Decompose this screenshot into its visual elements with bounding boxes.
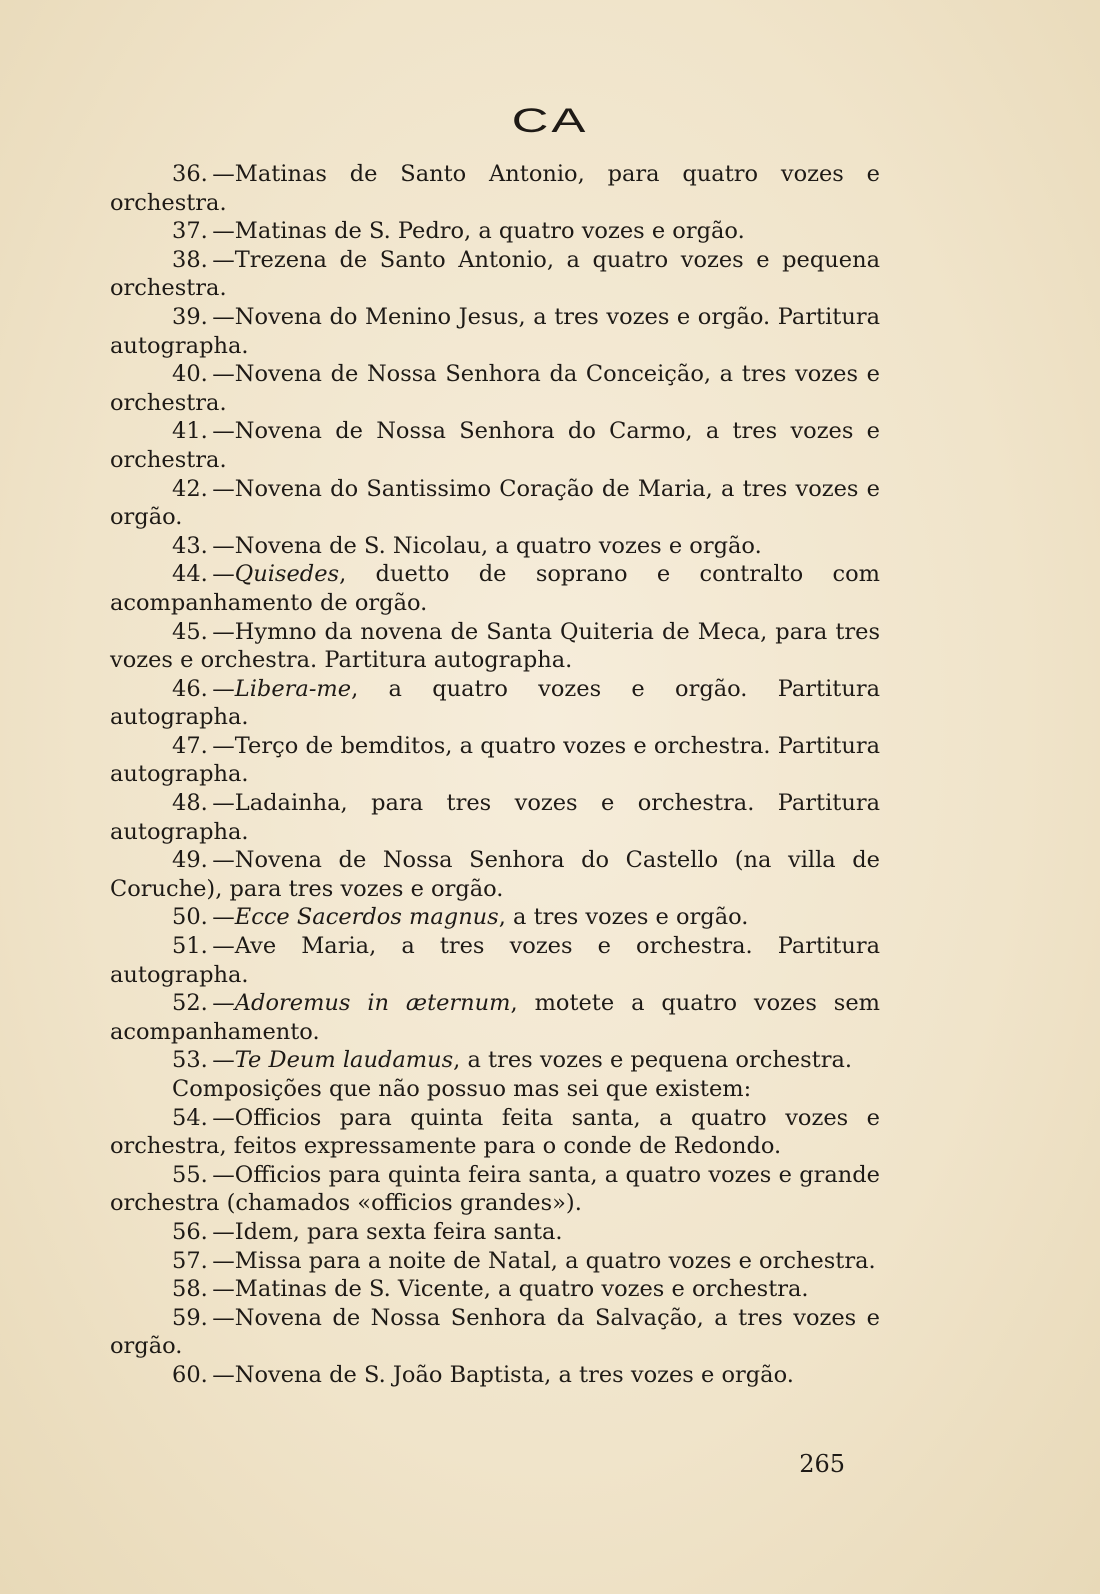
page-number: 265 bbox=[799, 1450, 845, 1478]
entry-title-italic: Quisedes bbox=[234, 561, 340, 588]
entry-dash: — bbox=[207, 1218, 235, 1245]
entry-number: 44. bbox=[172, 561, 208, 588]
catalog-entry bbox=[110, 1161, 880, 1218]
catalog-entry bbox=[110, 560, 880, 617]
entry-number: 54. bbox=[172, 1104, 208, 1131]
catalog-entry bbox=[110, 846, 880, 903]
entry-number: 58. bbox=[172, 1276, 208, 1303]
section-note bbox=[110, 1075, 880, 1104]
catalog-entry bbox=[110, 618, 880, 675]
catalog-entry bbox=[110, 1218, 880, 1247]
entry-text: , a tres vozes e pequena orchestra. bbox=[453, 1047, 853, 1074]
entry-dash: — bbox=[207, 361, 235, 388]
entry-dash: — bbox=[207, 904, 235, 931]
entry-dash: — bbox=[207, 933, 235, 960]
entry-dash: — bbox=[207, 1161, 235, 1188]
entry-dash: — bbox=[207, 246, 235, 273]
entry-title-italic: Ecce Sacerdos magnus bbox=[234, 904, 499, 931]
entry-number: 37. bbox=[172, 218, 208, 245]
catalog-entry bbox=[110, 1361, 880, 1390]
entry-text: , motete a quatro vozes sem acompanhamento. bbox=[110, 990, 881, 1045]
catalog-entry bbox=[110, 303, 880, 360]
entry-title-italic: Te Deum laudamus bbox=[234, 1047, 454, 1074]
entry-dash: — bbox=[207, 418, 235, 445]
entry-text: Idem, para sexta feira santa. bbox=[234, 1218, 563, 1245]
entry-dash: — bbox=[207, 732, 235, 759]
entry-number: 41. bbox=[172, 418, 208, 445]
entry-dash: — bbox=[207, 218, 235, 245]
entry-number: 50. bbox=[172, 904, 208, 931]
catalog-entry bbox=[110, 160, 880, 217]
catalog-entry bbox=[110, 989, 880, 1046]
entry-text: Novena do Santissimo Coração de Maria, a tres vozes e orgão. bbox=[110, 475, 880, 531]
entry-text: Novena de S. Nicolau, a quatro vozes e orgão. bbox=[234, 532, 762, 559]
entry-text: Novena de Nossa Senhora da Salvação, a tres vozes e orgão. bbox=[110, 1304, 880, 1360]
entry-text: Novena de S. João Baptista, a tres vozes e orgão. bbox=[234, 1361, 794, 1388]
entry-text: , duetto de soprano e contralto com acompanhamento de orgão. bbox=[110, 561, 880, 616]
entry-dash: — bbox=[207, 1247, 235, 1274]
entry-text: Matinas de S. Vicente, a quatro vozes e orchestra. bbox=[234, 1276, 809, 1303]
entry-dash: — bbox=[207, 532, 235, 559]
entry-number: 38. bbox=[172, 246, 208, 273]
entry-number: 46. bbox=[172, 675, 208, 702]
entry-dash: — bbox=[207, 1276, 235, 1303]
entry-number: 53. bbox=[172, 1047, 208, 1074]
entry-number: 48. bbox=[172, 790, 208, 817]
entry-number: 60. bbox=[172, 1361, 208, 1388]
catalog-entry bbox=[110, 789, 880, 846]
catalog-entry bbox=[110, 932, 880, 989]
entry-number: 36. bbox=[172, 161, 208, 187]
entry-text: Trezena de Santo Antonio, a quatro vozes e pequena orchestra. bbox=[110, 246, 880, 302]
entry-dash: — bbox=[207, 675, 235, 702]
entry-dash: — bbox=[207, 618, 235, 645]
catalog-entry bbox=[110, 532, 880, 561]
entry-number: 40. bbox=[172, 361, 208, 388]
catalog-entry bbox=[110, 1304, 880, 1361]
entry-text: Novena de Nossa Senhora do Castello (na villa de Coruche), para tres vozes e orgão. bbox=[110, 847, 880, 902]
entry-dash: — bbox=[207, 1304, 235, 1331]
entry-number: 55. bbox=[172, 1161, 208, 1188]
entry-text: , a quatro vozes e orgão. Partitura autographa. bbox=[110, 675, 880, 731]
entry-number: 42. bbox=[172, 475, 208, 502]
entry-dash: — bbox=[207, 1361, 235, 1388]
catalog-entry bbox=[110, 732, 880, 789]
entry-text: Ladainha, para tres vozes e orchestra. Partitura autographa. bbox=[110, 790, 880, 845]
running-header: CA bbox=[511, 102, 589, 140]
entry-dash: — bbox=[207, 790, 235, 817]
entry-dash: — bbox=[207, 990, 235, 1017]
catalog-entry bbox=[110, 1247, 880, 1276]
entry-text: Matinas de S. Pedro, a quatro vozes e orgão. bbox=[234, 218, 745, 245]
entry-dash: — bbox=[207, 561, 235, 588]
entry-number: 45. bbox=[172, 618, 208, 645]
catalog-entry bbox=[110, 475, 880, 532]
entry-text: Composições que não possuo mas sei que existem: bbox=[172, 1076, 752, 1102]
entry-number: 49. bbox=[172, 847, 208, 874]
entry-text: Missa para a noite de Natal, a quatro vozes e orchestra. bbox=[234, 1247, 876, 1274]
entry-list bbox=[110, 160, 880, 1390]
catalog-entry bbox=[110, 1046, 880, 1075]
entry-text: Officios para quinta feira santa, a quatro vozes e grande orchestra (chamados «officios grandes»). bbox=[110, 1161, 880, 1217]
entry-number: 52. bbox=[172, 990, 208, 1017]
entry-number: 57. bbox=[172, 1247, 208, 1274]
entry-text: Novena do Menino Jesus, a tres vozes e orgão. Partitura autographa. bbox=[110, 303, 880, 359]
entry-title-italic: Libera-me bbox=[234, 675, 352, 702]
entry-dash: — bbox=[207, 1047, 235, 1074]
entry-number: 47. bbox=[172, 732, 208, 759]
entry-text: Novena de Nossa Senhora do Carmo, a tres vozes e orchestra. bbox=[110, 418, 880, 473]
entry-number: 51. bbox=[172, 933, 208, 960]
catalog-entry bbox=[110, 1275, 880, 1304]
entry-text: Hymno da novena de Santa Quiteria de Meca, para tres vozes e orchestra. Partitura autographa. bbox=[110, 618, 880, 674]
entry-text: , a tres vozes e orgão. bbox=[498, 904, 749, 931]
catalog-entry bbox=[110, 246, 880, 303]
entry-text: Officios para quinta feita santa, a quatro vozes e orchestra, feitos expressamente para o conde de Redondo. bbox=[110, 1104, 880, 1160]
entry-number: 43. bbox=[172, 532, 208, 559]
entry-dash: — bbox=[207, 161, 235, 187]
entry-text: Matinas de Santo Antonio, para quatro vozes e orchestra. bbox=[110, 161, 880, 216]
entry-dash: — bbox=[207, 475, 235, 502]
entry-dash: — bbox=[207, 1104, 235, 1131]
entry-dash: — bbox=[207, 303, 235, 330]
entry-number: 56. bbox=[172, 1218, 208, 1245]
catalog-entry bbox=[110, 675, 880, 732]
entry-text: Novena de Nossa Senhora da Conceição, a tres vozes e orchestra. bbox=[110, 361, 880, 416]
catalog-entry bbox=[110, 360, 880, 417]
catalog-entry bbox=[110, 903, 880, 932]
catalog-entry bbox=[110, 417, 880, 474]
entry-title-italic: Adoremus in æternum bbox=[234, 990, 511, 1017]
entry-number: 39. bbox=[172, 303, 208, 330]
entry-number: 59. bbox=[172, 1304, 208, 1331]
catalog-entry bbox=[110, 217, 880, 246]
entry-text: Terço de bemditos, a quatro vozes e orchestra. Partitura autographa. bbox=[110, 732, 880, 788]
catalog-entry bbox=[110, 1104, 880, 1161]
entry-dash: — bbox=[207, 847, 235, 874]
entry-text: Ave Maria, a tres vozes e orchestra. Partitura autographa. bbox=[110, 933, 880, 988]
